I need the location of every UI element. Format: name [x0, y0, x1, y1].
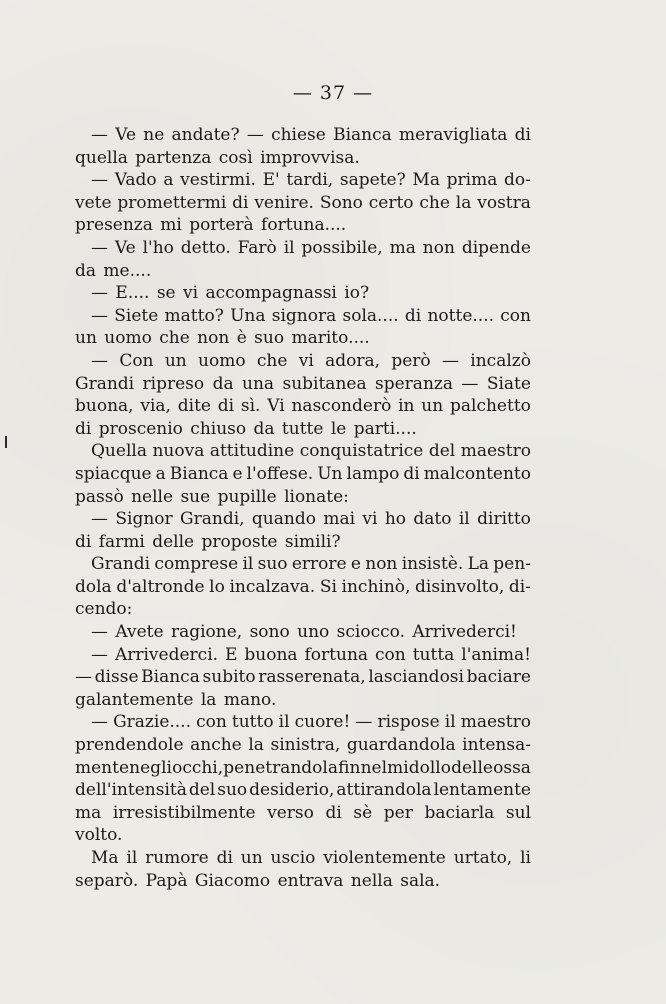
word: meravigliata: [398, 125, 508, 145]
word: violentemente: [323, 848, 446, 868]
word: ho: [384, 509, 407, 530]
text-line: separò. Papà Giacomo entrava nella sala.: [75, 870, 441, 891]
word: lo: [209, 576, 225, 597]
word: non: [422, 237, 455, 258]
word: errore: [291, 554, 347, 575]
text-line: [75, 711, 531, 734]
word: e: [350, 554, 361, 575]
word: promettermi: [117, 192, 227, 213]
word: Grazie....: [113, 712, 191, 733]
word: Siete: [114, 305, 159, 326]
word: nuova: [152, 441, 205, 462]
word: nel: [360, 757, 388, 778]
word: tardi,: [286, 170, 334, 191]
word: un: [164, 350, 187, 371]
text-line: [75, 802, 531, 825]
word: Siate: [486, 373, 531, 394]
text-line: quella partenza così improvvisa.: [75, 147, 360, 168]
text-line: di farmi delle proposte simili?: [75, 531, 341, 552]
word: adora,: [325, 350, 381, 371]
word: maestro: [460, 441, 531, 462]
word: la: [248, 735, 264, 756]
word: pen-: [493, 554, 531, 575]
word: l'ho: [142, 237, 174, 258]
word: irresistibilmente: [112, 802, 256, 823]
word: di: [404, 305, 422, 326]
word: occhi,: [172, 757, 224, 778]
word: Farò: [237, 237, 277, 258]
text-line: [75, 757, 531, 780]
word: attirandola: [336, 780, 432, 801]
word: prima: [446, 170, 498, 191]
word: Grandi,: [180, 509, 245, 530]
word: uscio: [270, 848, 316, 868]
word: dell'intensità: [75, 780, 187, 801]
word: Signor: [115, 509, 173, 530]
word: via,: [140, 396, 171, 417]
word: incalzò: [470, 350, 531, 371]
word: Grandi: [91, 554, 151, 575]
word: fin: [338, 757, 361, 778]
word: notte....: [427, 305, 495, 326]
word: Grandi: [75, 373, 135, 394]
word: di: [514, 125, 531, 145]
word: disinvolto,: [415, 576, 505, 597]
word: buona,: [75, 396, 134, 417]
text-line: — Avete ragione, sono uno sciocco. Arrivederci!: [91, 622, 517, 643]
margin-mark: [5, 436, 7, 448]
word: di: [217, 396, 235, 417]
word: midollo: [387, 757, 451, 778]
word: negli: [129, 757, 172, 778]
word: vestirmi.: [180, 170, 256, 191]
word: —: [91, 350, 108, 371]
word: il: [283, 237, 295, 258]
word: il: [242, 554, 254, 575]
word: incalzava.: [229, 576, 316, 597]
text-line: [75, 508, 531, 531]
word: Una: [230, 305, 266, 326]
word: cuore!: [294, 712, 351, 733]
word: ripreso: [142, 373, 205, 394]
text-line: [75, 644, 531, 667]
text-line: [75, 553, 531, 576]
word: di: [403, 463, 420, 484]
word: in: [398, 396, 415, 417]
word: Ve: [115, 125, 137, 145]
word: venire.: [254, 192, 314, 213]
word: palchetto: [450, 396, 531, 417]
word: a: [155, 463, 166, 484]
word: Un: [317, 463, 343, 484]
word: —: [91, 712, 108, 733]
word: che: [256, 350, 288, 371]
word: —: [91, 170, 108, 191]
word: maestro: [460, 712, 531, 733]
word: il: [444, 712, 456, 733]
word: Quella: [91, 441, 147, 462]
text-line: [75, 779, 531, 802]
word: del: [188, 780, 216, 801]
word: che: [419, 192, 450, 213]
word: Bianca: [333, 125, 392, 145]
word: lentamente: [433, 780, 531, 801]
word: andate?: [171, 125, 240, 145]
word: penetrandola: [223, 757, 338, 778]
word: da: [212, 373, 234, 394]
word: buona: [244, 644, 298, 665]
text-line: un uomo che non è suo marito....: [75, 328, 370, 349]
word: Sono: [319, 192, 363, 213]
word: non: [365, 554, 398, 575]
text-line: volto.: [75, 825, 123, 846]
word: l'offese.: [246, 463, 314, 484]
word: inchinò,: [341, 576, 411, 597]
word: —: [91, 509, 108, 530]
word: detto.: [180, 237, 231, 258]
word: rasserenata,: [258, 667, 366, 688]
word: delle: [451, 757, 493, 778]
word: nasconderò: [291, 396, 392, 417]
word: urtato,: [453, 848, 513, 868]
text-line: galantemente la mano.: [75, 689, 277, 710]
text-line: [75, 373, 531, 396]
word: La: [467, 554, 489, 575]
word: per: [383, 802, 413, 823]
text-line: presenza mi porterà fortuna....: [75, 215, 347, 236]
text-line: — E.... se vi accompagnassi io?: [91, 283, 370, 304]
word: subito: [202, 667, 256, 688]
text-line: [75, 350, 531, 373]
text-line: [75, 124, 531, 147]
word: Ma: [412, 170, 440, 191]
word: baciarla: [424, 802, 495, 823]
word: signora: [271, 305, 337, 326]
word: Arrivederci.: [114, 644, 219, 665]
word: ne: [143, 125, 165, 145]
word: sul: [505, 802, 531, 823]
word: rispose: [377, 712, 440, 733]
word: Ve: [114, 237, 136, 258]
word: dite: [177, 396, 211, 417]
body-text: [75, 124, 531, 892]
word: uomo: [198, 350, 246, 371]
word: desiderio,: [249, 780, 335, 801]
word: —: [91, 644, 108, 665]
word: suo: [217, 780, 248, 801]
word: e: [232, 463, 243, 484]
word: il: [458, 509, 470, 530]
word: mai: [323, 509, 356, 530]
word: di-: [508, 576, 531, 597]
word: sì.: [240, 396, 261, 417]
word: Vi: [267, 396, 285, 417]
text-line: [75, 734, 531, 757]
text-line: [75, 666, 531, 689]
word: —: [91, 125, 108, 145]
word: certo: [368, 192, 414, 213]
text-line: [75, 440, 531, 463]
word: do-: [504, 170, 531, 191]
word: intensa-: [462, 735, 531, 756]
word: anche: [190, 735, 242, 756]
word: vi: [362, 509, 378, 530]
word: l'anima!: [461, 644, 531, 665]
text-line: cendo:: [75, 599, 133, 620]
word: tutta: [412, 644, 455, 665]
word: Bianca: [141, 667, 200, 688]
word: un: [421, 396, 444, 417]
word: con: [500, 305, 531, 326]
word: però: [391, 350, 431, 371]
word: verso: [267, 802, 314, 823]
word: —: [91, 237, 108, 258]
word: una: [242, 373, 275, 394]
text-line: [75, 395, 531, 418]
word: subitanea: [282, 373, 367, 394]
word: spiacque: [75, 463, 152, 484]
word: chiese: [271, 125, 326, 145]
word: di: [232, 192, 249, 213]
word: dato: [413, 509, 452, 530]
word: suo: [257, 554, 288, 575]
word: possibile,: [301, 237, 383, 258]
word: mente: [75, 757, 130, 778]
word: prendendole: [75, 735, 184, 756]
word: a: [163, 170, 174, 191]
text-line: da me....: [75, 260, 152, 281]
word: con: [196, 712, 227, 733]
word: sapete?: [339, 170, 406, 191]
word: E': [262, 170, 280, 191]
text-line: passò nelle sue pupille lionate:: [75, 486, 349, 507]
word: speranza: [375, 373, 453, 394]
word: sola....: [342, 305, 399, 326]
word: attitudine: [209, 441, 295, 462]
word: vostra: [477, 192, 531, 213]
word: di: [216, 848, 233, 868]
word: ma: [75, 802, 102, 823]
word: ma: [389, 237, 416, 258]
text-line: [75, 169, 531, 192]
word: comprese: [154, 554, 239, 575]
text-line: [75, 305, 531, 328]
word: disse: [94, 667, 139, 688]
word: —: [461, 373, 479, 394]
word: lasciandosi: [368, 667, 464, 688]
text-line: [75, 237, 531, 260]
word: la: [455, 192, 472, 213]
word: dipende: [461, 237, 531, 258]
word: —: [75, 667, 92, 688]
word: baciare: [466, 667, 531, 688]
word: di: [325, 802, 342, 823]
text-line: di proscenio chiuso da tutte le parti....: [75, 418, 417, 439]
word: li: [520, 848, 531, 868]
word: Ma: [91, 848, 119, 868]
word: guardandola: [346, 735, 456, 756]
word: conquistatrice: [299, 441, 424, 462]
word: —: [91, 305, 108, 326]
word: del: [428, 441, 456, 462]
text-line: [75, 463, 531, 486]
word: Con: [119, 350, 154, 371]
word: Si: [319, 576, 337, 597]
word: vete: [75, 192, 112, 213]
word: quando: [251, 509, 316, 530]
word: Vado: [114, 170, 157, 191]
word: —: [355, 712, 373, 733]
word: insistè.: [401, 554, 464, 575]
text-line: [75, 192, 531, 215]
word: il: [278, 712, 290, 733]
text-line: [75, 576, 531, 599]
word: malcontento: [423, 463, 531, 484]
word: E: [225, 644, 238, 665]
word: matto?: [164, 305, 224, 326]
page-number: — 37 —: [292, 82, 374, 104]
word: sinistra,: [270, 735, 341, 756]
word: ossa: [493, 757, 531, 778]
word: dola: [75, 576, 112, 597]
word: tutto: [231, 712, 274, 733]
word: con: [375, 644, 406, 665]
word: diritto: [477, 509, 531, 530]
word: d'altronde: [116, 576, 205, 597]
word: —: [441, 350, 459, 371]
word: rumore: [145, 848, 209, 868]
word: il: [126, 848, 138, 868]
text-line: [75, 847, 531, 870]
word: Bianca: [169, 463, 229, 484]
word: sè: [353, 802, 373, 823]
word: un: [240, 848, 263, 868]
word: —: [246, 125, 264, 145]
word: lampo: [346, 463, 400, 484]
word: fortuna: [304, 644, 369, 665]
word: vi: [298, 350, 314, 371]
